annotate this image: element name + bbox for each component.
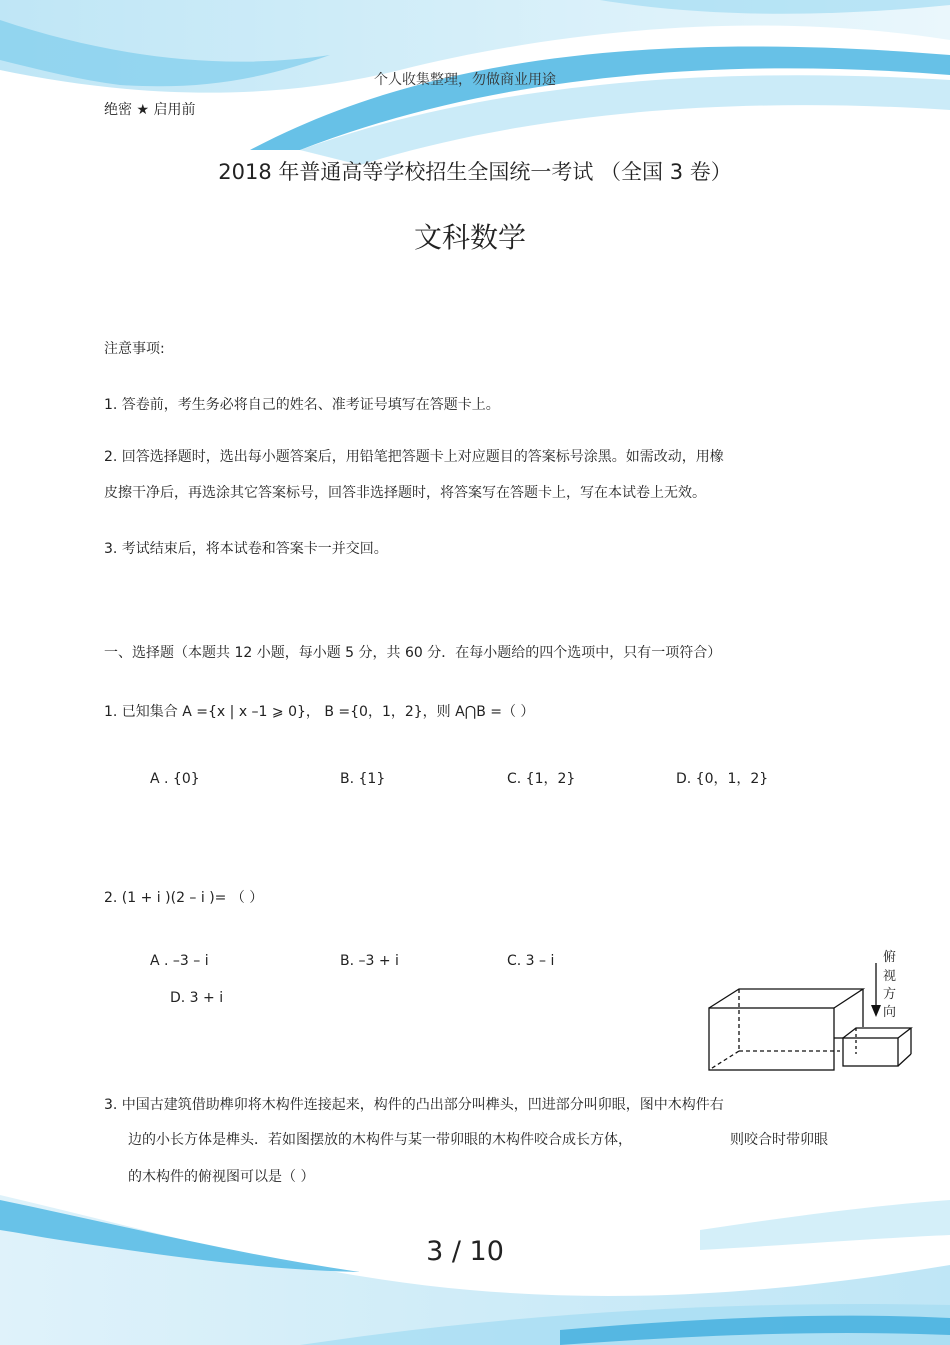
notice-item-2-line-1: 2. 回答选择题时，选出每小题答案后，用铅笔把答题卡上对应题目的答案标号涂黑。如需改动，用橡 xyxy=(104,449,724,465)
question-3-line-1: 3. 中国古建筑借助榫卯将木构件连接起来，构件的凸出部分叫榫头，凹进部分叫卯眼，图中木构件右 xyxy=(104,1097,724,1113)
wood-component-figure xyxy=(700,945,920,1080)
question-3-line-2a: 边的小长方体是榫头．若如图摆放的木构件与某一带卯眼的木构件咬合成长方体， xyxy=(128,1132,632,1148)
question-1-option-c: C. {1，2} xyxy=(507,771,576,787)
question-1-option-a: A . {0} xyxy=(150,771,200,787)
view-direction-label-4: 向 xyxy=(883,1005,897,1020)
watermark: 个人收集整理，勿做商业用途 xyxy=(374,72,556,88)
arrow-head-icon xyxy=(871,1005,881,1017)
view-direction-label-2: 视 xyxy=(883,969,897,984)
notice-heading: 注意事项: xyxy=(104,341,165,357)
tenon-front xyxy=(843,1038,898,1066)
question-2-option-c: C. 3 – i xyxy=(507,953,555,969)
question-2-stem: 2. (1 + i )(2 – i )= （ ） xyxy=(104,890,264,906)
question-1-option-b: B. {1} xyxy=(340,771,386,787)
view-direction-label-3: 方 xyxy=(883,987,897,1002)
exam-title: 2018 年普通高等学校招生全国统一考试 （全国 3 卷） xyxy=(218,160,732,184)
question-1-option-d: D. {0，1，2} xyxy=(676,771,769,787)
notice-item-1: 1. 答卷前，考生务必将自己的姓名、准考证号填写在答题卡上。 xyxy=(104,397,500,413)
notice-item-2-line-2: 皮擦干净后，再选涂其它答案标号，回答非选择题时，将答案写在答题卡上，写在本试卷上无效。 xyxy=(104,485,706,501)
bottom-wave-decoration xyxy=(0,1195,950,1345)
question-3-line-2b: 则咬合时带卯眼 xyxy=(730,1132,828,1148)
section-heading: 一、选择题（本题共 12 小题，每小题 5 分，共 60 分．在每小题给的四个选项中，只有一项符合） xyxy=(104,645,722,661)
tenon-top xyxy=(843,1028,911,1038)
question-2-option-d: D. 3 + i xyxy=(170,990,224,1006)
subject-title: 文科数学 xyxy=(413,221,526,254)
question-2-option-a: A . –3 – i xyxy=(150,953,209,969)
page-number: 3 / 10 xyxy=(426,1236,504,1267)
question-3-line-3: 的木构件的俯视图可以是（ ） xyxy=(128,1169,315,1185)
question-2-option-b: B. –3 + i xyxy=(340,953,399,969)
secrecy-mark: 绝密 ★ 启用前 xyxy=(104,102,196,118)
question-1-stem: 1. 已知集合 A ={x | x –1 ⩾ 0}， B ={0，1，2}，则 A⋂B =（ ） xyxy=(104,704,535,720)
large-block-front xyxy=(709,1008,834,1070)
view-direction-label-1: 俯 xyxy=(883,950,897,965)
notice-item-3: 3. 考试结束后，将本试卷和答案卡一并交回。 xyxy=(104,541,388,557)
large-block-top xyxy=(709,989,863,1008)
